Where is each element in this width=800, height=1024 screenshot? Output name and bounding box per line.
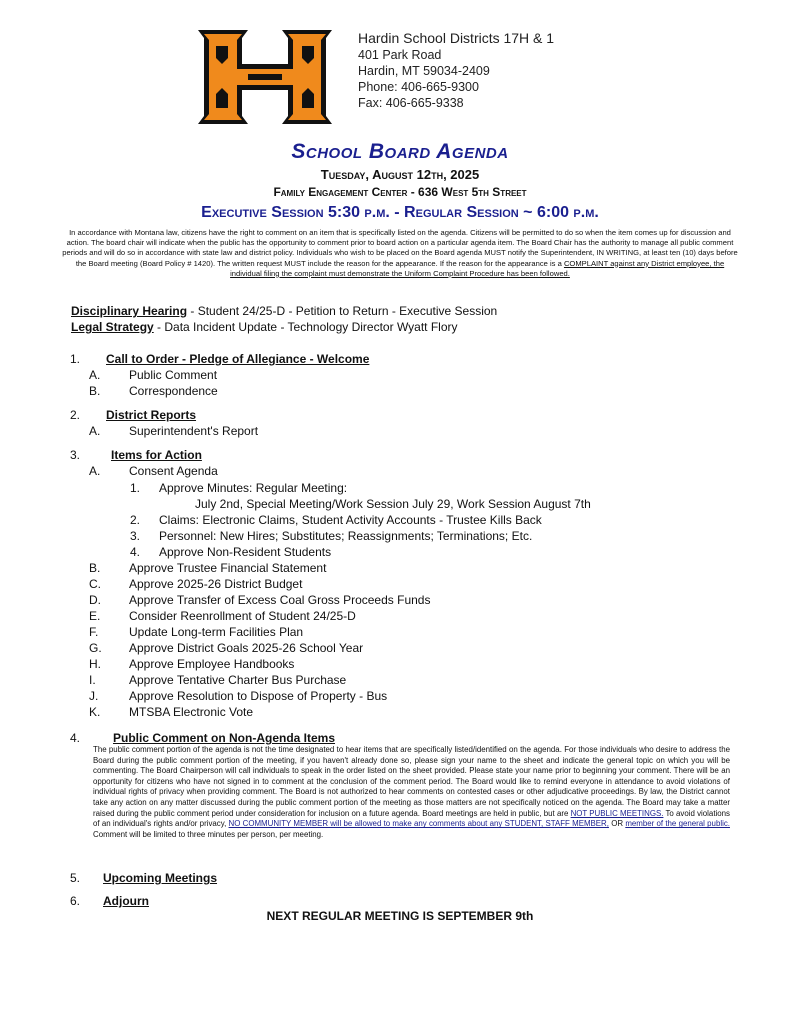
item-public-comment: Public Comment — [129, 368, 218, 382]
page-title: School Board Agenda — [291, 140, 509, 163]
district-phone: Phone: 406-665-9300 — [358, 80, 479, 94]
exec-item-text: - Data Incident Update - Technology Director Wyatt Flory — [153, 320, 458, 334]
notice-text: In accordance with Montana law, citizens have the right to comment on an item that is specifically listed on the agenda. Citizens will be permitted to do so when the item comes up for discussion and action. The board chair will indicate when the public has the opportunity to comment prior to board action on a particular agenda item. The Board Chair has the authority to manage all public comment periods and will do so in accordance with state law and district policy. Individuals who wish to be placed on the Board agenda MUST notify the Superintendent, IN WRITING, at least ten (10) days before the Board meeting (Board Policy # 1420). The written request MUST include the reason for the appearance. If the reason for the appearance is a — [62, 228, 738, 268]
item-letter: A. — [89, 368, 101, 382]
item-letter: E. — [89, 609, 101, 623]
section-title-public-comment: Public Comment on Non-Agenda Items — [113, 731, 336, 745]
pc-text: Comment will be limited to three minutes per person, per meeting. — [93, 829, 324, 839]
section-title-district-reports: District Reports — [106, 408, 197, 422]
section-number: 5. — [70, 871, 81, 885]
item-action: Approve 2025-26 District Budget — [129, 577, 303, 591]
pc-text: OR — [608, 819, 626, 829]
exec-item-legal — [71, 320, 458, 335]
meeting-date: Tuesday, August 12th, 2025 — [320, 167, 480, 182]
item-letter: K. — [89, 705, 101, 719]
item-action: Approve Employee Handbooks — [129, 657, 295, 671]
item-action: Approve Trustee Financial Statement — [129, 561, 327, 575]
exec-item-text: - Student 24/25-D - Petition to Return - Executive Session — [187, 304, 498, 318]
district-logo-icon — [190, 28, 340, 126]
subitem-claims: Claims: Electronic Claims, Student Activity Accounts - Trustee Kills Back — [159, 513, 542, 527]
item-action: Update Long-term Facilities Plan — [129, 625, 304, 639]
subitem-personnel: Personnel: New Hires; Substitutes; Reassignments; Terminations; Etc. — [159, 529, 533, 543]
item-action: Approve District Goals 2025-26 School Year — [129, 641, 364, 655]
subitem-non-resident-students: Approve Non-Resident Students — [159, 545, 332, 559]
exec-item-disciplinary — [71, 304, 497, 319]
pc-underlined: NOT PUBLIC MEETINGS. — [570, 808, 664, 818]
item-letter: C. — [89, 577, 101, 591]
public-comment-rules — [93, 745, 730, 840]
subitem-number: 1. — [130, 481, 141, 495]
item-letter: D. — [89, 593, 101, 607]
item-consent-agenda: Consent Agenda — [129, 464, 218, 478]
district-city: Hardin, MT 59034-2409 — [358, 64, 490, 78]
item-action: Approve Transfer of Excess Coal Gross Proceeds Funds — [129, 593, 431, 607]
district-fax: Fax: 406-665-9338 — [358, 96, 464, 110]
subitem-approve-minutes-dates: July 2nd, Special Meeting/Work Session July 29, Work Session August 7th — [195, 497, 591, 511]
session-times: Executive Session 5:30 p.m. - Regular Session ~ 6:00 p.m. — [201, 204, 599, 221]
subitem-approve-minutes: Approve Minutes: Regular Meeting: — [159, 481, 348, 495]
section-number: 1. — [70, 352, 81, 366]
pc-text: The public comment portion of the agenda is not the time designated to hear items that are specifically listed/identified on the agenda. For those individuals who desire to address the Board during the public comment portion of the meeting, if you haven't already done so, please sign your name to the sheet and indicate the general topic on which you will be commenting. The Board Chairperson will call individuals to speak in the order listed on the sheet provided. Please state your name prior to beginning your comment. There will be an opportunity for citizens who have not signed in to comment at the conclusion of the comment period. The Board would like to remind everyone in attendance to avoid violations of individual rights of privacy when providing comment. The Board is not authorized to hear comments on contested cases or other adjudicative proceedings. By law, the District cannot take any action on any matter discussed during the public comment portion of the meeting as those matters are not specifically noticed on the agenda. The Board may take a matter raised during the public comment period under consideration for inclusion on a future agenda. Board meetings are held in public, but are — [93, 745, 730, 818]
item-correspondence: Correspondence — [129, 384, 218, 398]
item-letter: J. — [89, 689, 99, 703]
section-title-call-to-order: Call to Order - Pledge of Allegiance - Welcome — [106, 352, 370, 366]
item-superintendent-report: Superintendent's Report — [129, 424, 259, 438]
subitem-number: 2. — [130, 513, 141, 527]
section-number: 6. — [70, 894, 81, 908]
section-number: 4. — [70, 731, 81, 745]
notice-complaint-text: COMPLAINT against any District employee, the individual filing the complaint must demonstrate the Uniform Complaint Procedure has been followed. — [230, 258, 725, 278]
pc-underlined: member of the general public. — [625, 819, 730, 829]
item-letter: H. — [89, 657, 101, 671]
subitem-number: 3. — [130, 529, 141, 543]
item-letter: A. — [89, 464, 101, 478]
item-letter: A. — [89, 424, 101, 438]
item-action: Approve Tentative Charter Bus Purchase — [129, 673, 347, 687]
section-title-upcoming-meetings: Upcoming Meetings — [103, 871, 218, 885]
section-number: 2. — [70, 408, 81, 422]
item-letter: G. — [89, 641, 102, 655]
meeting-location: Family Engagement Center - 636 West 5th Street — [273, 185, 527, 199]
section-title-adjourn: Adjourn — [103, 894, 149, 908]
item-letter: B. — [89, 384, 101, 398]
district-name: Hardin School Districts 17H & 1 — [358, 30, 555, 46]
subitem-number: 4. — [130, 545, 141, 559]
exec-item-label: Disciplinary Hearing — [71, 304, 188, 318]
pc-underlined: NO COMMUNITY MEMBER will be allowed to make any comments about any STUDENT, STAFF MEMBER, — [228, 819, 609, 829]
item-letter: F. — [89, 625, 99, 639]
item-action: Approve Resolution to Dispose of Property - Bus — [129, 689, 388, 703]
exec-item-label: Legal Strategy — [71, 320, 154, 334]
district-address: 401 Park Road — [358, 48, 442, 62]
district-info — [358, 30, 554, 111]
section-number: 3. — [70, 448, 81, 462]
pc-text: To avoid violations of an individual's rights and/or privacy, — [93, 808, 730, 829]
public-comment-notice — [60, 228, 740, 279]
item-action: MTSBA Electronic Vote — [129, 705, 254, 719]
section-title-items-for-action: Items for Action — [111, 448, 202, 462]
next-meeting-notice: NEXT REGULAR MEETING IS SEPTEMBER 9th — [266, 909, 534, 923]
item-action: Consider Reenrollment of Student 24/25-D — [129, 609, 356, 623]
item-letter: B. — [89, 561, 101, 575]
item-letter: I. — [89, 673, 96, 687]
